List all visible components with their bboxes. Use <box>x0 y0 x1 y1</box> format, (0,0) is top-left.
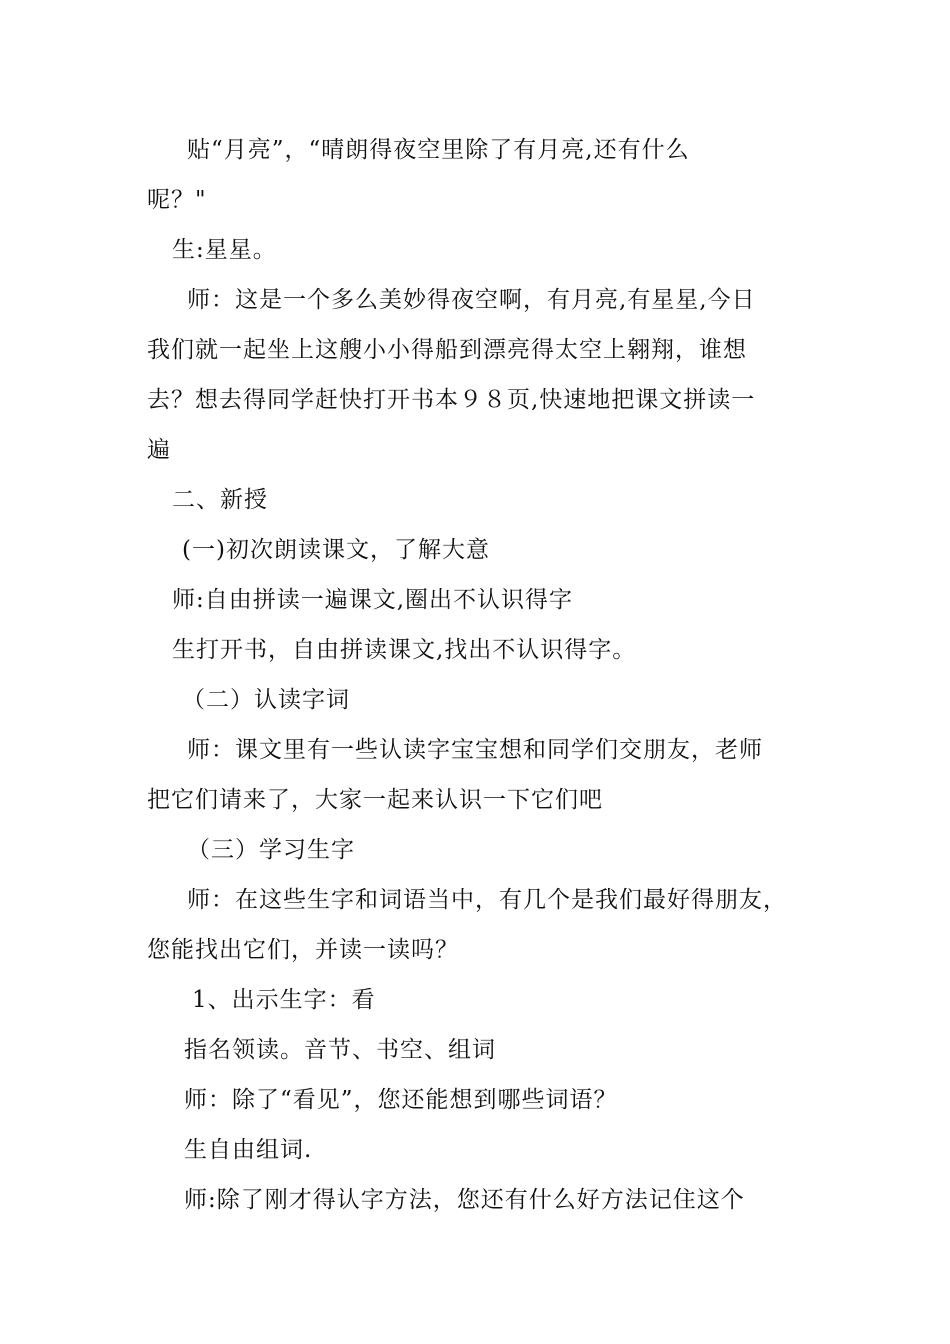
text-line-14: 把它们请来了，大家一起来认识一下它们吧 <box>147 787 603 813</box>
text-line-22: 师:除了刚才得认字方法，您还有什么好方法记住这个 <box>184 1187 745 1213</box>
list-item-show-character: 1、出示生字：看 <box>192 987 376 1013</box>
text-line-13: 师：课文里有一些认读字宝宝想和同学们交朋友，老师 <box>187 737 763 763</box>
text-line-11: 生打开书，自由拼读课文,找出不认识得字。 <box>172 637 637 663</box>
text-line-16: 师：在这些生字和词语当中，有几个是我们最好得朋友， <box>187 887 787 913</box>
subheading-first-reading: (一)初次朗读课文，了解大意 <box>182 537 490 563</box>
text-line-7: 遍 <box>147 437 171 463</box>
text-line-10: 师:自由拼读一遍课文,圈出不认识得字 <box>172 587 574 613</box>
subheading-recognize-words: （二）认读字词 <box>182 687 350 713</box>
text-line-5: 我们就一起坐上这艘小小得船到漂亮得太空上翱翔，谁想 <box>147 337 747 363</box>
text-line-17: 您能找出它们，并读一读吗？ <box>147 937 459 963</box>
text-line-4: 师：这是一个多么美妙得夜空啊，有月亮,有星星,今日 <box>187 287 756 313</box>
text-line-6: 去？想去得同学赶快打开书本９８页,快速地把课文拼读一 <box>147 387 756 413</box>
text-line-19: 指名领读。音节、书空、组词 <box>184 1037 496 1063</box>
text-line-2: 呢？" <box>147 187 207 213</box>
subheading-learn-characters: （三）学习生字 <box>187 837 355 863</box>
section-heading-new-lesson: 二、新授 <box>172 487 268 513</box>
text-line-21: 生自由组词. <box>184 1137 313 1163</box>
text-line-1: 贴“月亮”，“晴朗得夜空里除了有月亮,还有什么 <box>187 137 690 163</box>
text-line-3: 生:星星。 <box>172 237 277 263</box>
text-line-20: 师：除了“看见”，您还能想到哪些词语？ <box>184 1087 618 1113</box>
